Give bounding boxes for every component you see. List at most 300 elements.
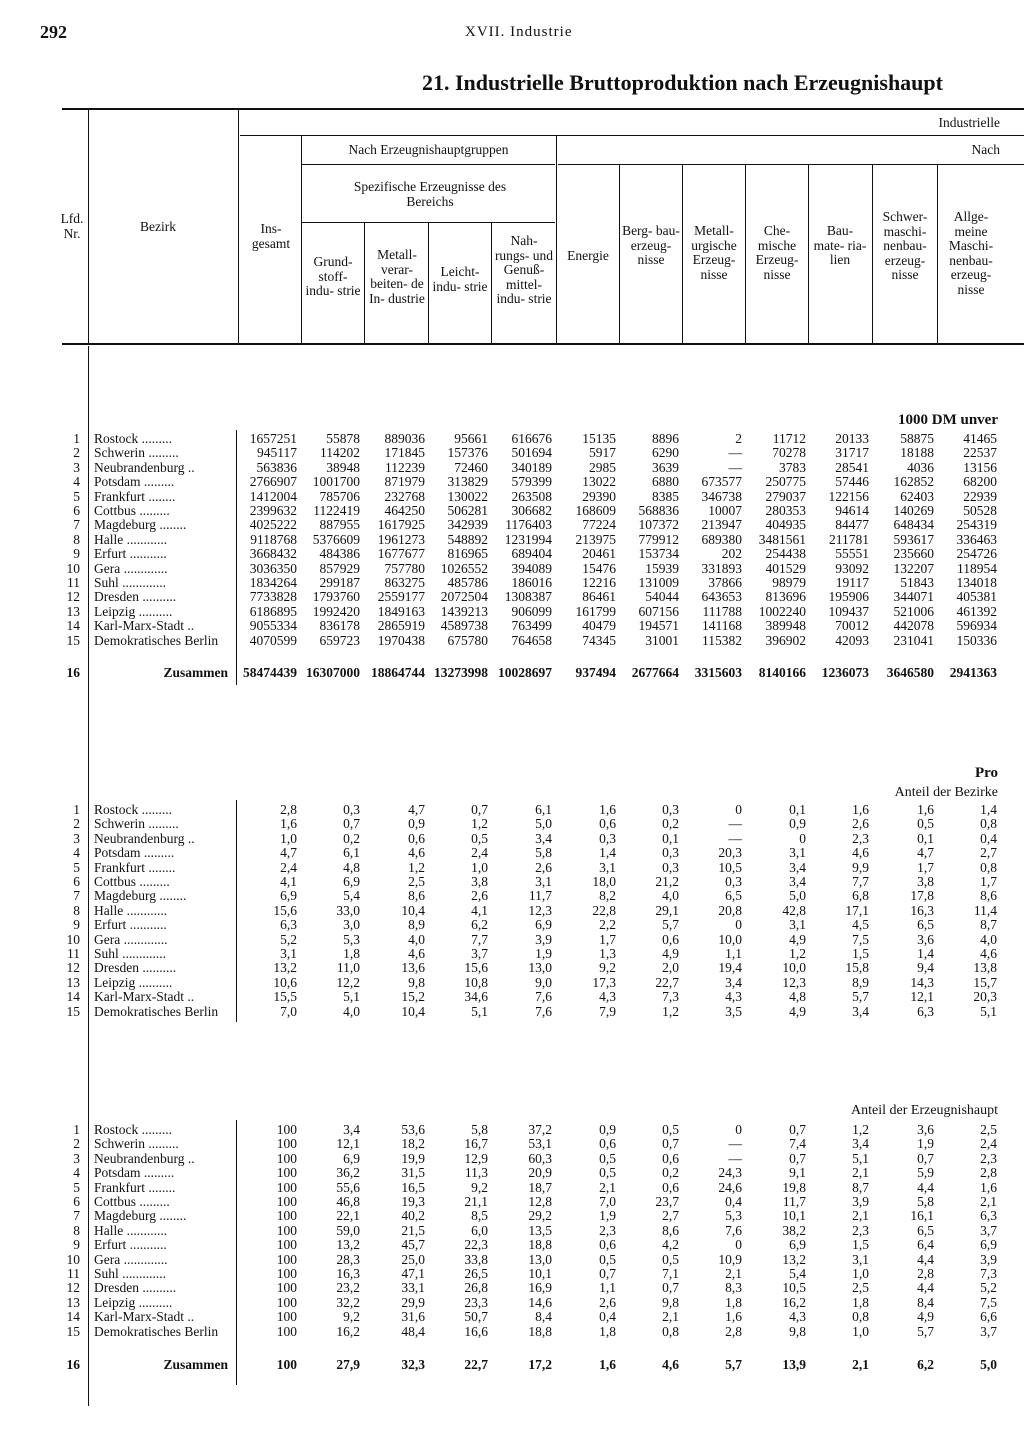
- cell-value: 764658: [511, 632, 552, 648]
- cell-value: 9118768: [250, 531, 297, 547]
- cell-value: 16,6: [464, 1323, 488, 1339]
- cell-value: 24,3: [718, 1165, 742, 1181]
- cell-value: 20,3: [973, 989, 997, 1005]
- bezirk-name: Dresden ..........: [94, 1281, 177, 1296]
- cell-value: 7,1: [662, 1266, 679, 1281]
- cell-value: 37866: [708, 575, 742, 590]
- section2-subtitle: Anteil der Bezirke: [894, 785, 998, 800]
- table-row: [0, 1123, 1024, 1137]
- cell-value: 100: [276, 1179, 297, 1195]
- cell-value: 12,3: [528, 902, 552, 918]
- cell-value: 1,6: [725, 1309, 742, 1325]
- cell-value: 10,1: [782, 1208, 806, 1224]
- row-number: 15: [66, 1323, 80, 1339]
- cell-value: 757780: [384, 560, 425, 576]
- bezirk-name: Rostock .........: [94, 803, 173, 817]
- cell-value: 3,1: [280, 946, 297, 961]
- cell-value: 4070599: [249, 632, 297, 648]
- cell-value: 4,9: [789, 931, 806, 947]
- cell-value: 3,6: [917, 931, 934, 947]
- cell-value: 344071: [893, 589, 934, 605]
- cell-value: 0,3: [662, 802, 679, 817]
- cell-value: 100: [276, 1294, 297, 1310]
- cell-value: 55878: [326, 431, 360, 446]
- cell-value: 55,6: [336, 1179, 360, 1195]
- cell-value: 15,2: [401, 989, 425, 1005]
- cell-value: —: [728, 1136, 742, 1152]
- cell-value: 0,6: [662, 1179, 679, 1195]
- cell-value: 8,3: [725, 1280, 742, 1296]
- table-row: [0, 904, 1024, 918]
- cell-value: 340189: [511, 459, 552, 475]
- cell-value: 313829: [447, 474, 488, 490]
- bezirk-name: Potsdam .........: [94, 475, 175, 490]
- cell-value: 8,5: [471, 1208, 488, 1224]
- row-number: 10: [66, 931, 80, 947]
- row-number: 5: [73, 859, 80, 875]
- cell-value: 0: [735, 1122, 742, 1137]
- cell-value: 13022: [582, 474, 616, 490]
- bezirk-name: Schwerin .........: [94, 446, 179, 461]
- bezirk-name: Dresden ..........: [94, 590, 177, 605]
- cell-value: 0,3: [599, 830, 616, 846]
- cell-value: 122156: [828, 488, 869, 504]
- bezirk-name: Magdeburg ........: [94, 889, 187, 904]
- colhead-allgemeiner-maschinenbau: Allge- meine Maschi- nenbau- erzeug- nisse: [948, 209, 994, 297]
- cell-value: 98979: [772, 575, 806, 590]
- cell-value: 5,8: [471, 1122, 488, 1137]
- cell-value: 29,2: [528, 1208, 552, 1224]
- cell-value: 2,1: [980, 1194, 997, 1209]
- cell-value: 2,0: [662, 960, 679, 976]
- cell-value: 2,4: [471, 845, 488, 861]
- cell-value: 1,0: [471, 859, 488, 875]
- cell-value: 9,2: [599, 960, 616, 976]
- table-row: [0, 1238, 1024, 1252]
- cell-value: 15476: [582, 560, 616, 576]
- cell-value: 6,8: [852, 888, 869, 904]
- cell-value: 0,4: [980, 830, 997, 846]
- cell-value: 346738: [701, 488, 742, 504]
- cell-value: 15,7: [973, 974, 997, 990]
- cell-value: 72460: [454, 459, 488, 475]
- cell-value: 0,7: [662, 1280, 679, 1296]
- cell-value: 13,6: [401, 960, 425, 976]
- vline: [937, 164, 938, 344]
- cell-value: 6,1: [343, 845, 360, 861]
- bezirk-name: Karl-Marx-Stadt ..: [94, 990, 195, 1005]
- cell-value: 405381: [956, 589, 997, 605]
- cell-value: 0,3: [662, 845, 679, 861]
- cell-value: 563836: [256, 459, 297, 475]
- cell-value: 12,8: [528, 1194, 552, 1209]
- vline: [808, 164, 809, 344]
- cell-value: 2,3: [852, 830, 869, 846]
- cell-value: 7,0: [599, 1194, 616, 1209]
- cell-value: 306682: [511, 503, 552, 518]
- header-lfd-nr: Lfd. Nr.: [60, 211, 84, 241]
- cell-value: 675780: [447, 632, 488, 648]
- header-bezirk: Bezirk: [140, 219, 176, 234]
- cell-value: 140269: [893, 503, 934, 518]
- cell-value: 23,2: [336, 1280, 360, 1296]
- bezirk-name: Karl-Marx-Stadt ..: [94, 619, 195, 634]
- cell-value: 659723: [319, 632, 360, 648]
- cell-value: 442078: [893, 618, 934, 634]
- cell-value: 10,0: [718, 931, 742, 947]
- vline: [301, 135, 302, 344]
- cell-value: 263508: [511, 488, 552, 504]
- cell-value: 31001: [645, 632, 679, 648]
- cell-value: 5,3: [343, 931, 360, 947]
- row-number: 8: [73, 531, 80, 547]
- cell-value: 20133: [835, 431, 869, 446]
- cell-value: 21,1: [464, 1194, 488, 1209]
- header-industrielle: Industrielle: [938, 115, 1000, 130]
- row-number: 11: [67, 946, 80, 961]
- cell-value: 134018: [956, 575, 997, 590]
- cell-value: 0,9: [789, 816, 806, 832]
- cell-value: 6,2: [471, 917, 488, 933]
- cell-value: 15,6: [464, 960, 488, 976]
- cell-value: 836178: [319, 618, 360, 634]
- cell-value: 0,6: [662, 931, 679, 947]
- cell-value: 6,1: [535, 802, 552, 817]
- cell-value: —: [728, 1150, 742, 1166]
- table-row: [0, 446, 1024, 460]
- cell-value: 32,2: [336, 1294, 360, 1310]
- cell-value: 0,6: [599, 1136, 616, 1152]
- cell-value: 0,9: [599, 1122, 616, 1137]
- table-row: [0, 1296, 1024, 1310]
- cell-value: 100: [276, 1122, 297, 1137]
- cell-value: 31,6: [401, 1309, 425, 1325]
- cell-value: 15135: [582, 431, 616, 446]
- cell-value: 95661: [454, 431, 488, 446]
- cell-value: 3,0: [343, 917, 360, 933]
- cell-value: 5,1: [980, 1003, 997, 1019]
- cell-value: 6,3: [917, 1003, 934, 1019]
- table-row: [0, 1253, 1024, 1267]
- top-rule: [62, 108, 1024, 110]
- cell-value: 6,2: [917, 1357, 934, 1372]
- table-row: [0, 832, 1024, 846]
- cell-value: 23,7: [655, 1194, 679, 1209]
- cell-value: 16,2: [782, 1294, 806, 1310]
- cell-value: 8,9: [852, 974, 869, 990]
- cell-value: 616676: [511, 431, 552, 446]
- cell-value: 579399: [511, 474, 552, 490]
- cell-value: 4,1: [471, 902, 488, 918]
- cell-value: 2,7: [980, 845, 997, 861]
- cell-value: 1,9: [599, 1208, 616, 1224]
- cell-value: 42093: [835, 632, 869, 648]
- cell-value: 13,8: [973, 960, 997, 976]
- cell-value: 9,8: [408, 974, 425, 990]
- cell-value: 0,5: [662, 1122, 679, 1137]
- cell-value: 857929: [319, 560, 360, 576]
- cell-value: 18,0: [592, 874, 616, 889]
- cell-value: 1,2: [789, 946, 806, 961]
- rule-industrielle: [240, 135, 1024, 136]
- cell-value: 8,2: [599, 888, 616, 904]
- cell-value: 4036: [907, 459, 934, 475]
- cell-value: 1657251: [249, 431, 297, 446]
- cell-value: 10028697: [498, 665, 552, 680]
- cell-value: 12,1: [910, 989, 934, 1005]
- colhead-metallurgie: Metall- urgische Erzeug- nisse: [691, 223, 737, 282]
- cell-value: 5,9: [917, 1165, 934, 1181]
- cell-value: 20,9: [528, 1165, 552, 1181]
- vline: [238, 108, 239, 344]
- table-row: [0, 504, 1024, 518]
- cell-value: 1,8: [599, 1323, 616, 1339]
- cell-value: 0,4: [725, 1194, 742, 1209]
- cell-value: 3,9: [852, 1194, 869, 1209]
- cell-value: 4,8: [343, 859, 360, 875]
- cell-value: 1961273: [377, 531, 425, 547]
- cell-value: 13,0: [528, 960, 552, 976]
- cell-value: 1,1: [599, 1280, 616, 1296]
- row-number: 2: [73, 1136, 80, 1152]
- cell-value: 131009: [638, 575, 679, 590]
- rule-nach: [558, 164, 1024, 165]
- cell-value: 1793760: [312, 589, 360, 605]
- cell-value: 22,3: [464, 1237, 488, 1253]
- row-number: 14: [66, 1309, 80, 1325]
- cell-value: 4,6: [662, 1357, 679, 1372]
- cell-value: 1,9: [535, 946, 552, 961]
- cell-value: 648434: [893, 517, 934, 533]
- bezirk-name: Erfurt ...........: [94, 1238, 167, 1253]
- bezirk-name: Rostock .........: [94, 432, 173, 446]
- cell-value: 0,8: [980, 859, 997, 875]
- cell-value: 0,6: [408, 830, 425, 846]
- table-row: [0, 1209, 1024, 1223]
- cell-value: 3,4: [725, 974, 742, 990]
- cell-value: 871979: [384, 474, 425, 490]
- cell-value: 0: [735, 917, 742, 933]
- cell-value: 5,4: [789, 1266, 806, 1281]
- total-row: [0, 666, 1024, 680]
- cell-value: 54044: [645, 589, 679, 605]
- cell-value: 10007: [708, 503, 742, 518]
- cell-value: 0,8: [980, 816, 997, 832]
- cell-value: 29,9: [401, 1294, 425, 1310]
- cell-value: 5,7: [662, 917, 679, 933]
- cell-value: 0,2: [662, 1165, 679, 1181]
- table-row: [0, 846, 1024, 860]
- cell-value: —: [728, 830, 742, 846]
- cell-value: 1,8: [343, 946, 360, 961]
- bezirk-name: Suhl .............: [94, 947, 167, 961]
- cell-value: 0: [735, 1237, 742, 1253]
- vline: [872, 164, 873, 344]
- table-row: [0, 547, 1024, 561]
- row-number: 13: [66, 974, 80, 990]
- table-row: [0, 605, 1024, 619]
- cell-value: 6,9: [343, 874, 360, 889]
- cell-value: 2,1: [852, 1208, 869, 1224]
- cell-value: 14,6: [528, 1294, 552, 1310]
- row-number: 12: [66, 960, 80, 976]
- row-number: 5: [73, 1179, 80, 1195]
- cell-value: 906099: [511, 603, 552, 619]
- cell-value: 70012: [835, 618, 869, 634]
- bezirk-name: Schwerin .........: [94, 817, 179, 832]
- cell-value: 62403: [900, 488, 934, 504]
- cell-value: 816965: [447, 546, 488, 562]
- cell-value: 389948: [765, 618, 806, 634]
- cell-value: 0,1: [917, 830, 934, 846]
- row-number: 14: [66, 618, 80, 634]
- cell-value: 3,4: [343, 1122, 360, 1137]
- cell-value: 100: [276, 1323, 297, 1339]
- table-row: [0, 889, 1024, 903]
- cell-value: 0,7: [917, 1150, 934, 1166]
- row-number: 14: [66, 989, 80, 1005]
- cell-value: 8,6: [980, 888, 997, 904]
- cell-value: 593617: [893, 531, 934, 547]
- cell-value: 5,3: [725, 1208, 742, 1224]
- table-row: [0, 990, 1024, 1004]
- cell-value: 779912: [638, 531, 679, 547]
- table-row: [0, 490, 1024, 504]
- cell-value: 4589738: [440, 618, 488, 634]
- cell-value: 0,7: [662, 1136, 679, 1152]
- bezirk-name: Magdeburg ........: [94, 1209, 187, 1224]
- cell-value: 3,1: [789, 845, 806, 861]
- cell-value: 4,8: [789, 989, 806, 1005]
- table-row: [0, 576, 1024, 590]
- cell-value: 945117: [257, 445, 297, 461]
- cell-value: 4,1: [280, 874, 297, 889]
- cell-value: 1026552: [440, 560, 488, 576]
- cell-value: 7,3: [662, 989, 679, 1005]
- cell-value: 18,8: [528, 1237, 552, 1253]
- cell-value: 10,8: [464, 974, 488, 990]
- cell-value: 100: [276, 1357, 297, 1372]
- cell-value: 1834264: [249, 575, 297, 590]
- cell-value: 2: [735, 431, 742, 446]
- colhead-insgesamt: Ins- gesamt: [251, 221, 291, 251]
- cell-value: 2,1: [852, 1357, 869, 1372]
- bezirk-name: Erfurt ...........: [94, 918, 167, 933]
- cell-value: 2865919: [377, 618, 425, 634]
- cell-value: 6,9: [980, 1237, 997, 1253]
- row-number: 1: [73, 802, 80, 817]
- cell-value: 4,6: [408, 946, 425, 961]
- cell-value: 231041: [893, 632, 934, 648]
- cell-value: 2,4: [280, 859, 297, 875]
- cell-value: 10,5: [782, 1280, 806, 1296]
- cell-value: 22537: [963, 445, 997, 461]
- cell-value: 2,2: [599, 917, 616, 933]
- cell-value: 37,2: [528, 1122, 552, 1137]
- row-number: 4: [73, 474, 80, 490]
- cell-value: 13,0: [528, 1251, 552, 1267]
- cell-value: 70278: [772, 445, 806, 461]
- page-number: 292: [40, 22, 67, 42]
- cell-value: 22,7: [655, 974, 679, 990]
- row-number: 8: [73, 902, 80, 918]
- cell-value: 213947: [701, 517, 742, 533]
- cell-value: 2,3: [852, 1222, 869, 1238]
- colhead-leicht: Leicht- indu- strie: [432, 264, 488, 294]
- cell-value: 13273998: [434, 665, 488, 680]
- cell-value: 568836: [638, 503, 679, 518]
- row-number: 13: [66, 603, 80, 619]
- cell-value: 2,7: [662, 1208, 679, 1224]
- cell-value: 33,8: [464, 1251, 488, 1267]
- cell-value: 6,0: [471, 1222, 488, 1238]
- cell-value: 10,4: [401, 902, 425, 918]
- cell-value: 7,5: [852, 931, 869, 947]
- cell-value: 0,6: [599, 1237, 616, 1253]
- cell-value: 2677664: [631, 665, 679, 680]
- cell-value: 11,7: [528, 888, 552, 904]
- row-number: 9: [73, 546, 80, 562]
- cell-value: 55551: [835, 546, 869, 562]
- bezirk-name: Neubrandenburg ..: [94, 460, 195, 475]
- cell-value: 38948: [326, 459, 360, 475]
- cell-value: 3036350: [249, 560, 297, 576]
- cell-value: 461392: [956, 603, 997, 619]
- cell-value: 8,7: [852, 1179, 869, 1195]
- cell-value: 50,7: [464, 1309, 488, 1325]
- cell-value: 5,0: [789, 888, 806, 904]
- cell-value: 4,2: [662, 1237, 679, 1253]
- cell-value: 6186895: [249, 603, 297, 619]
- cell-value: 6,9: [789, 1237, 806, 1253]
- cell-value: 0,5: [662, 1251, 679, 1267]
- cell-value: 4,6: [852, 845, 869, 861]
- cell-value: 1,7: [980, 874, 997, 889]
- bezirk-name: Schwerin .........: [94, 1137, 179, 1152]
- cell-value: 0,1: [662, 830, 679, 846]
- bezirk-name: Gera .............: [94, 561, 168, 576]
- cell-value: 6,4: [917, 1237, 934, 1253]
- cell-value: 0,5: [599, 1165, 616, 1181]
- cell-value: 1,7: [599, 931, 616, 947]
- cell-value: 28541: [835, 459, 869, 475]
- cell-value: 3,4: [789, 874, 806, 889]
- cell-value: 8140166: [758, 665, 806, 680]
- cell-value: 100: [276, 1251, 297, 1267]
- cell-value: 1677677: [377, 546, 425, 562]
- cell-value: 1,1: [725, 946, 742, 961]
- cell-value: 77224: [582, 517, 616, 533]
- cell-value: 501694: [511, 445, 552, 461]
- cell-value: 1308387: [504, 589, 552, 605]
- table-row: [0, 619, 1024, 633]
- cell-value: —: [728, 816, 742, 832]
- table-title: 21. Industrielle Bruttoproduktion nach Erzeugnishaupt: [422, 70, 943, 95]
- cell-value: 3646580: [886, 665, 934, 680]
- table-row: [0, 590, 1024, 604]
- header-bottom-rule: [62, 343, 1024, 345]
- cell-value: 22,8: [592, 902, 616, 918]
- cell-value: 17,1: [845, 902, 869, 918]
- cell-value: 3,1: [599, 859, 616, 875]
- cell-value: 2,5: [408, 874, 425, 889]
- cell-value: 10,1: [528, 1266, 552, 1281]
- cell-value: 141168: [702, 618, 742, 634]
- cell-value: 22,1: [336, 1208, 360, 1224]
- cell-value: 5,1: [852, 1150, 869, 1166]
- cell-value: 20,3: [718, 845, 742, 861]
- cell-value: 506281: [447, 503, 488, 518]
